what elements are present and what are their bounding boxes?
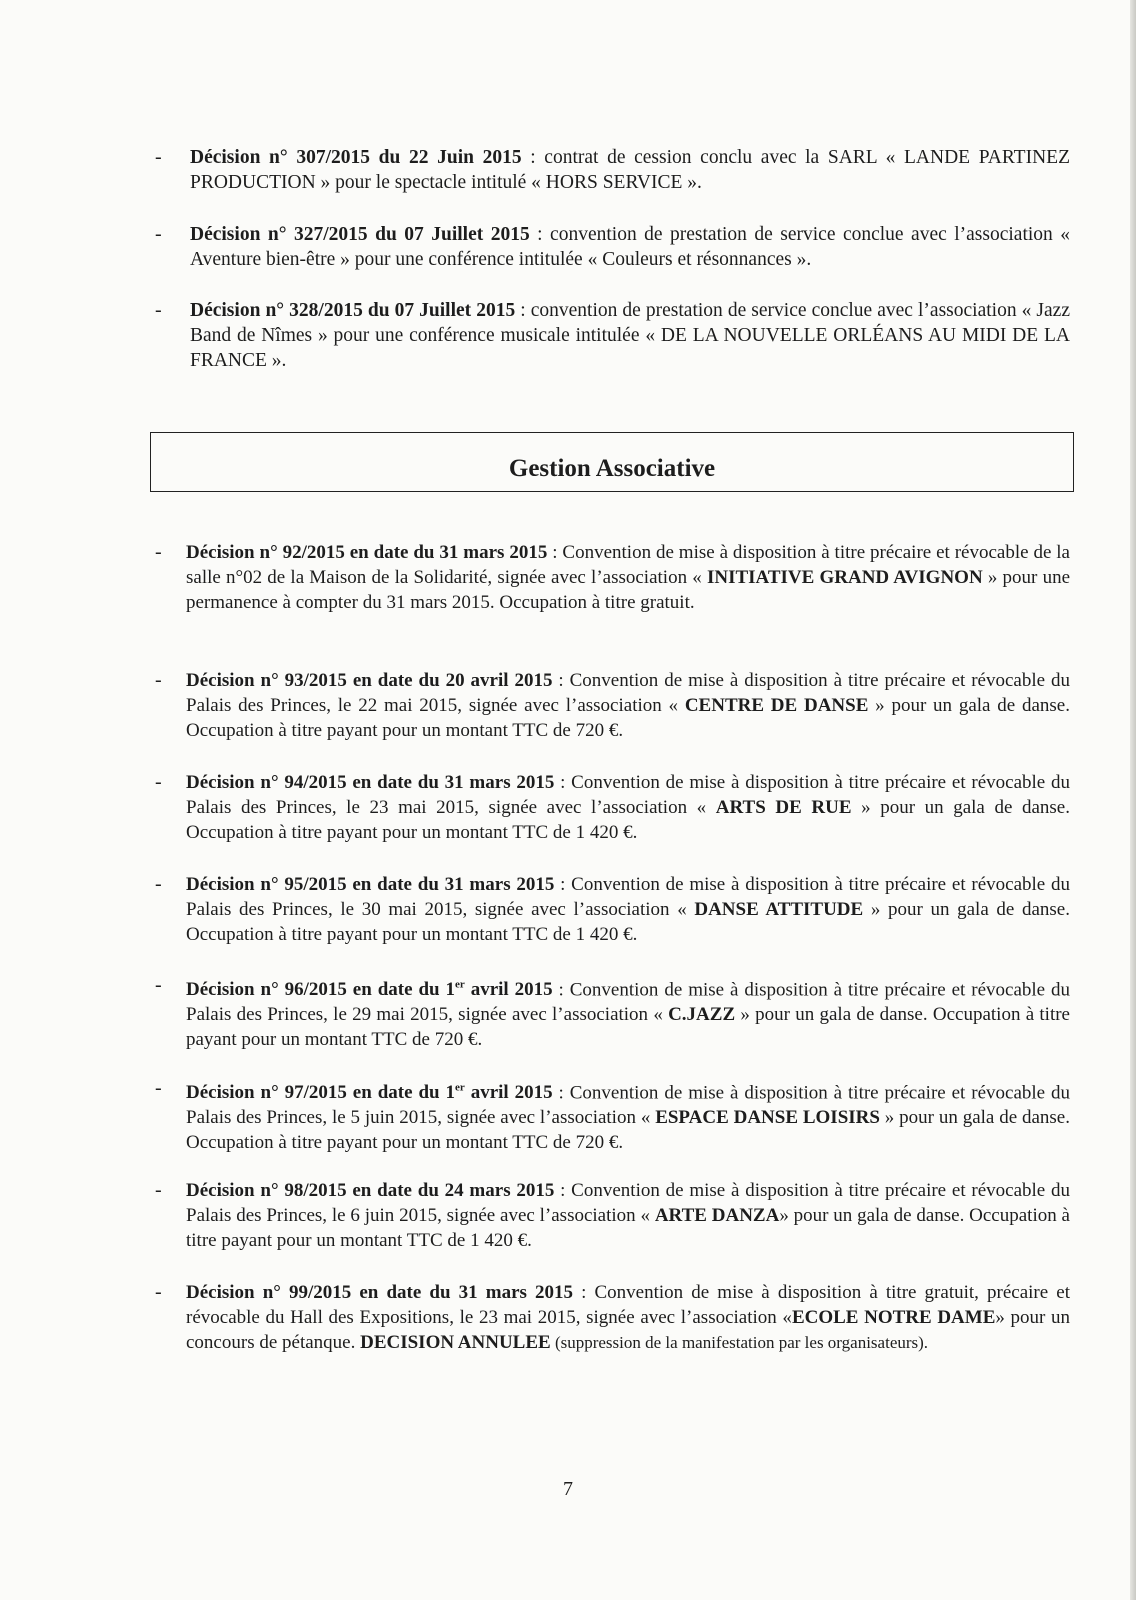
decision-ref: Décision n° 96/2015 en date du 1er avril 2015 (186, 979, 553, 1001)
decision-ref: Décision n° 92/2015 en date du 31 mars 2015 (186, 542, 548, 563)
section-title: Gestion Associative (508, 455, 716, 482)
bullet-dash: - (155, 146, 162, 168)
bullet-dash: - (155, 223, 162, 245)
association-name: ESPACE DANSE LOISIRS (655, 1107, 880, 1129)
decision-ref: Décision n° 93/2015 en date du 20 avril 2015 (186, 670, 553, 691)
decision-text: Décision n° 93/2015 en date du 20 avril 2015 : Convention de mise à disposition à titre précaire et révocable du Palais des Princes, le 22 mai 2015, signée avec l’association « CENTRE DE DANSE » pour un gala de danse. Occupation à titre payant pour un montant TTC de 720 €. (186, 670, 1070, 741)
decision-text: Décision n° 98/2015 en date du 24 mars 2015 : Convention de mise à disposition à titre précaire et révocable du Palais des Princes, le 6 juin 2015, signée avec l’association « ARTE DANZA» pour un gala de danse. Occupation à titre payant pour un montant TTC de 1 420 €. (186, 1180, 1070, 1251)
decision-ref: Décision n° 328/2015 du 07 Juillet 2015 (190, 300, 516, 321)
page-number: 7 (563, 1478, 573, 1500)
cancel-notice: DECISION ANNULEE (360, 1332, 551, 1353)
association-name: ECOLE NOTRE DAME (791, 1307, 996, 1328)
decision-ref: Décision n° 327/2015 du 07 Juillet 2015 (190, 224, 530, 245)
bullet-dash: - (155, 541, 162, 563)
bullet-dash: - (155, 299, 162, 321)
decision-text: Décision n° 307/2015 du 22 Juin 2015 : contrat de cession conclu avec la SARL « LANDE PARTINEZ PRODUCTION » pour le spectacle intitulé « HORS SERVICE ». (190, 147, 1070, 193)
bullet-dash: - (155, 669, 162, 691)
association-name: CENTRE DE DANSE (684, 695, 869, 716)
decision-text: Décision n° 99/2015 en date du 31 mars 2015 : Convention de mise à disposition à titre gratuit, précaire et révocable du Hall des Expositions, le 23 mai 2015, signée avec l’association «ECOLE NOTRE DAME» pour un concours de pétanque. DECISION ANNULEE (suppression de la manifestation par les organisateurs). (186, 1282, 1070, 1353)
association-name: DANSE ATTITUDE (694, 899, 864, 920)
association-name: ARTE DANZA (654, 1205, 780, 1226)
association-name: INITIATIVE GRAND AVIGNON (706, 567, 983, 588)
association-name: C.JAZZ (668, 1004, 736, 1026)
decision-text: Décision n° 96/2015 en date du 1er avril 2015 : Convention de mise à disposition à titre précaire et révocable du Palais des Princes, le 29 mai 2015, signée avec l’association « C.JAZZ » pour un gala de danse. Occupation à titre payant pour un montant TTC de 720 €. (186, 979, 1071, 1051)
decision-ref: Décision n° 94/2015 en date du 31 mars 2015 (186, 772, 555, 793)
decision-ref: Décision n° 97/2015 en date du 1er avril 2015 (186, 1082, 553, 1104)
bullet-dash: - (155, 1281, 162, 1303)
page-edge-shadow (1130, 0, 1136, 1600)
section-header-box (150, 432, 1074, 492)
decision-ref: Décision n° 98/2015 en date du 24 mars 2015 (186, 1180, 555, 1201)
association-name: ARTS DE RUE (715, 797, 852, 818)
bullet-dash: - (155, 873, 162, 895)
decision-ref: Décision n° 307/2015 du 22 Juin 2015 (190, 147, 522, 168)
decision-text: Décision n° 94/2015 en date du 31 mars 2015 : Convention de mise à disposition à titre précaire et révocable du Palais des Princes, le 23 mai 2015, signée avec l’association « ARTS DE RUE » pour un gala de danse. Occupation à titre payant pour un montant TTC de 1 420 €. (186, 772, 1070, 843)
decision-text: Décision n° 97/2015 en date du 1er avril 2015 : Convention de mise à disposition à titre précaire et révocable du Palais des Princes, le 5 juin 2015, signée avec l’association « ESPACE DANSE LOISIRS » pour un gala de danse. Occupation à titre payant pour un montant TTC de 720 €. (186, 1082, 1071, 1154)
bullet-dash: - (155, 1077, 162, 1099)
bullet-dash: - (155, 771, 162, 793)
decision-text: Décision n° 92/2015 en date du 31 mars 2015 : Convention de mise à disposition à titre précaire et révocable de la salle n°02 de la Maison de la Solidarité, signée avec l’association « INITIATIVE GRAND AVIGNON » pour une permanence à compter du 31 mars 2015. Occupation à titre gratuit. (186, 542, 1071, 613)
decision-text: Décision n° 328/2015 du 07 Juillet 2015 : convention de prestation de service conclue avec l’association « Jazz Band de Nîmes » pour une conférence musicale intitulée « DE LA NOUVELLE ORLÉANS AU MIDI DE LA FRANCE ». (190, 300, 1070, 371)
decision-text: Décision n° 327/2015 du 07 Juillet 2015 : convention de prestation de service conclue avec l’association « Aventure bien-être » pour une conférence intitulée « Couleurs et résonnances ». (190, 224, 1070, 270)
decision-text: Décision n° 95/2015 en date du 31 mars 2015 : Convention de mise à disposition à titre précaire et révocable du Palais des Princes, le 30 mai 2015, signée avec l’association « DANSE ATTITUDE » pour un gala de danse. Occupation à titre payant pour un montant TTC de 1 420 €. (186, 874, 1070, 945)
decision-ref: Décision n° 95/2015 en date du 31 mars 2015 (186, 874, 555, 895)
bullet-dash: - (155, 1179, 162, 1201)
bullet-dash: - (155, 974, 162, 996)
decision-ref: Décision n° 99/2015 en date du 31 mars 2015 (186, 1282, 573, 1303)
